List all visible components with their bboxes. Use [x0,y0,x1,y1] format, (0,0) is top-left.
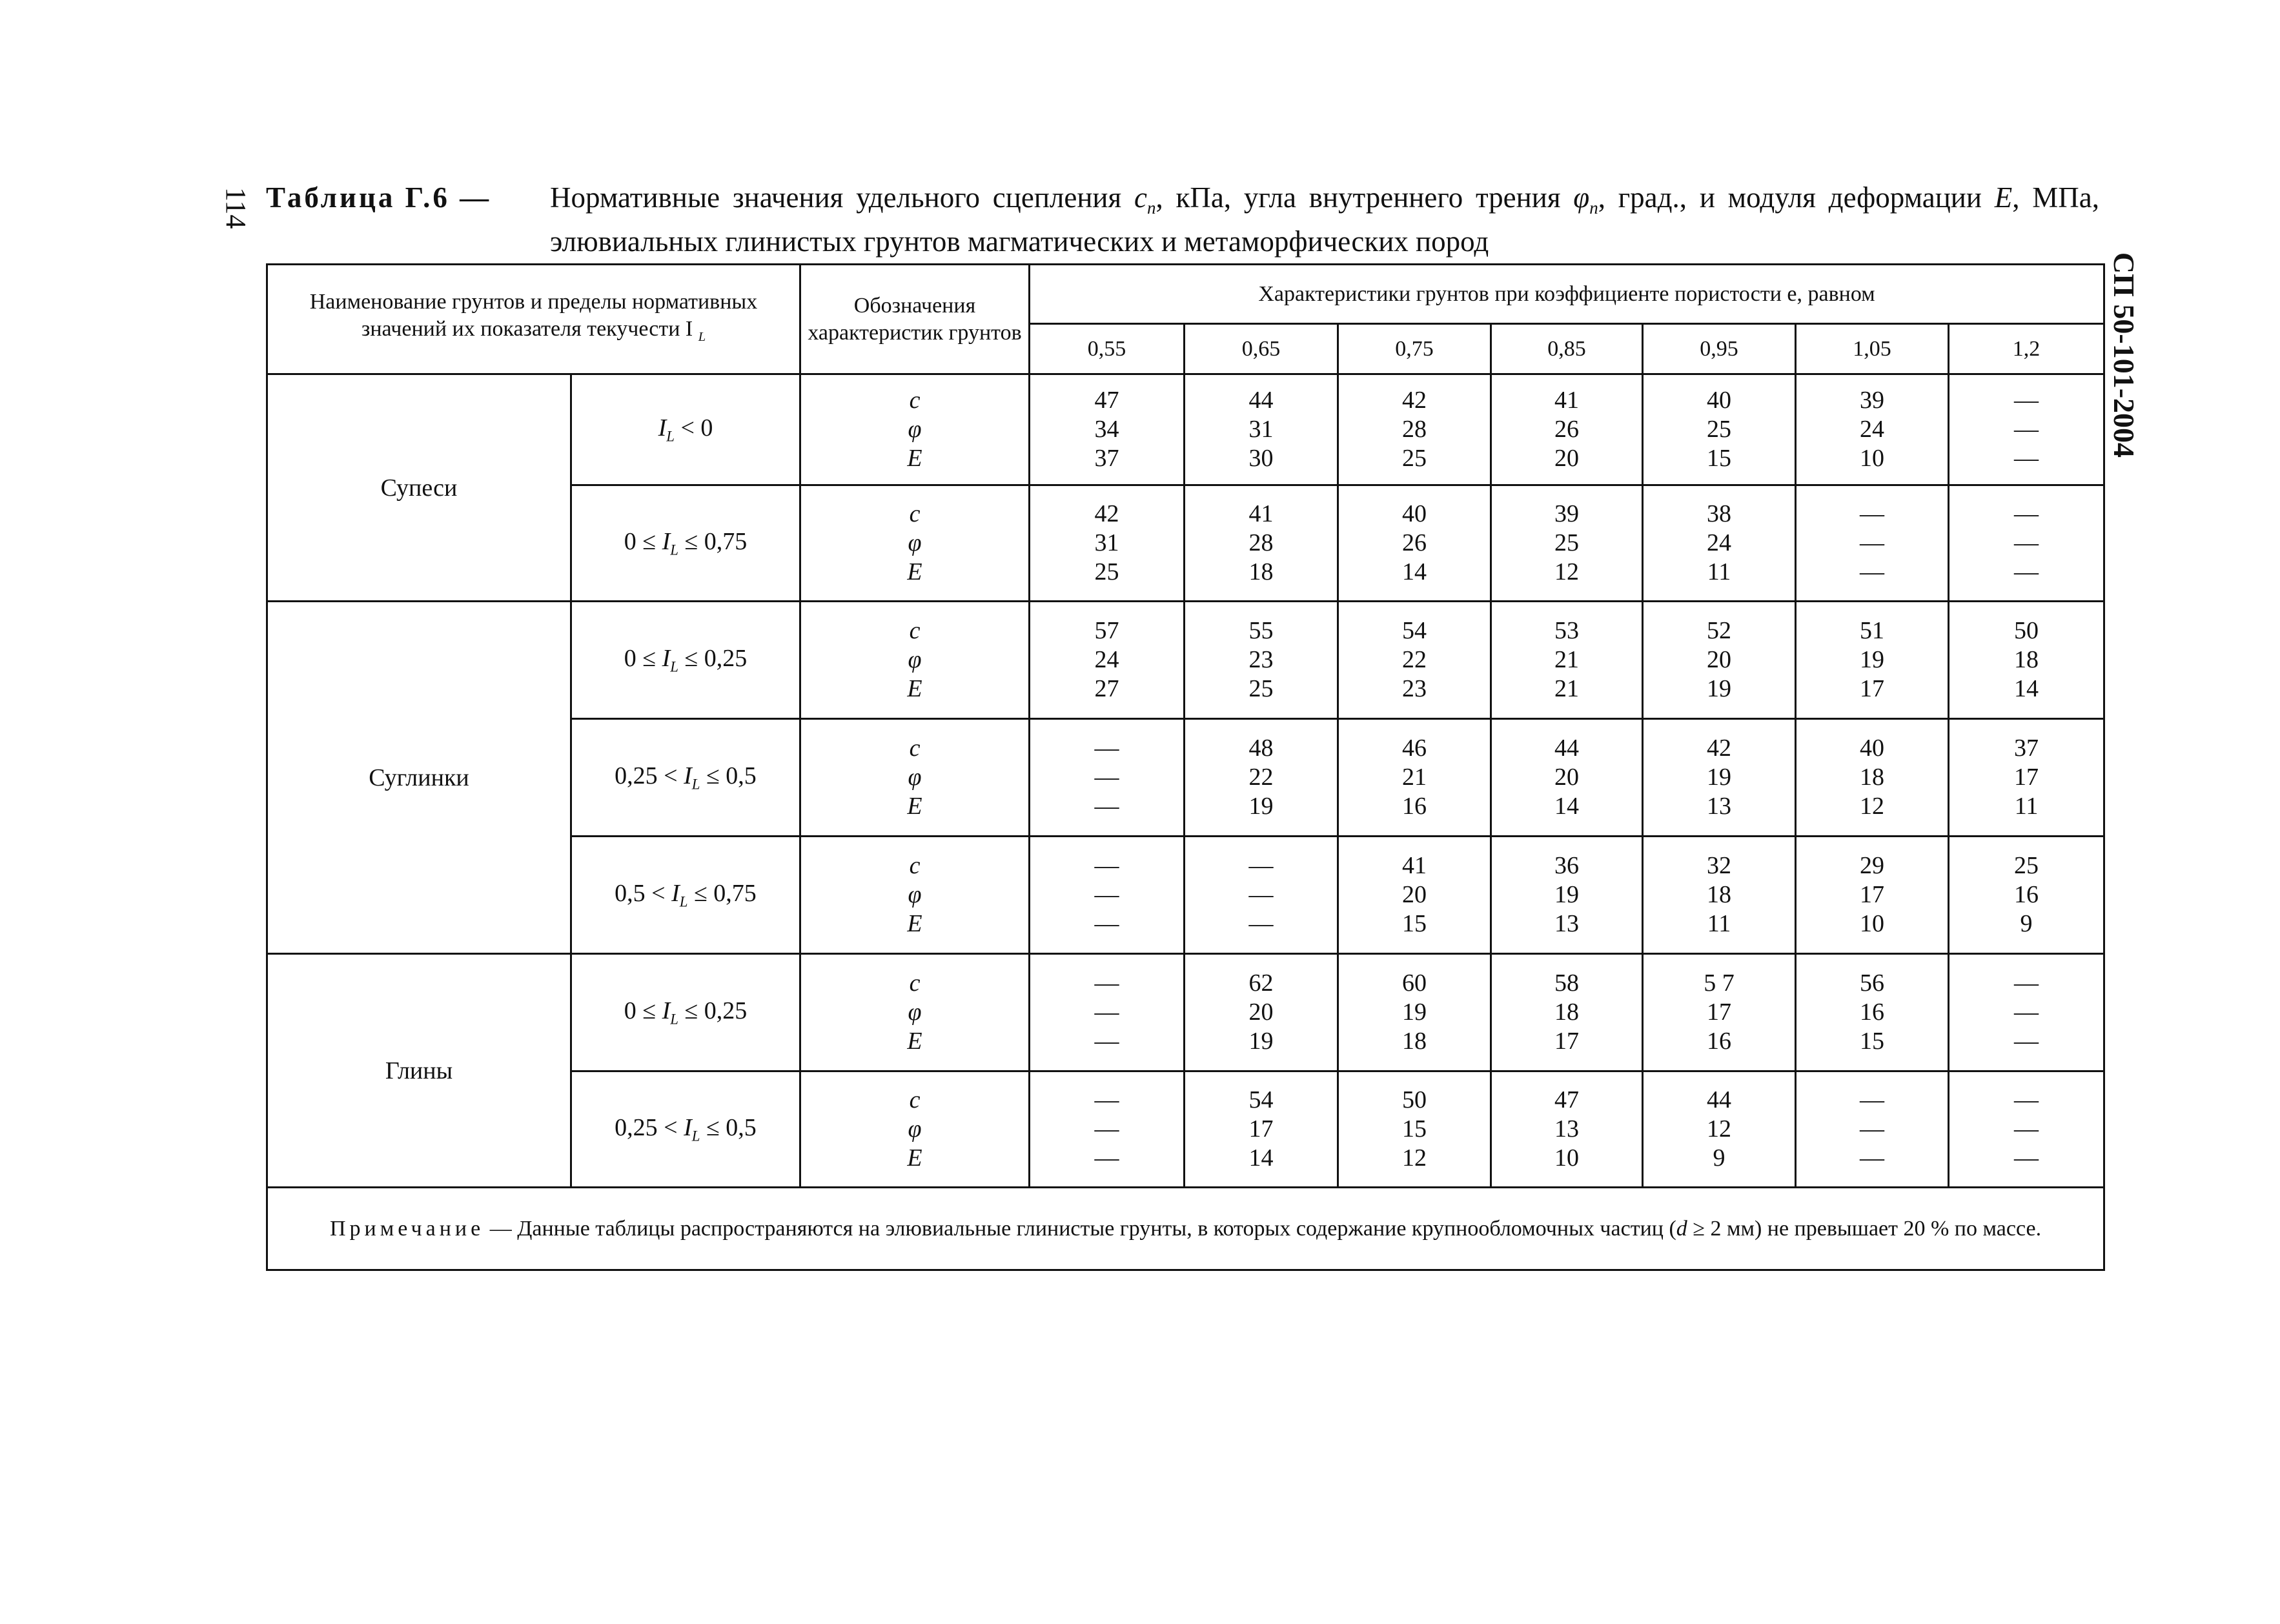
characteristic-symbols: c φ E [800,837,1030,954]
header-porosity-value: 0,65 [1185,324,1338,374]
characteristic-symbols: c φ E [800,374,1030,485]
value-cell: 54 22 23 [1338,602,1491,719]
header-porosity-value: 1,2 [1949,324,2104,374]
characteristic-symbols: c φ E [800,954,1030,1071]
value-cell: — — — [1796,1071,1949,1188]
value-cell: 25 16 9 [1949,837,2104,954]
header-porosity-value: 0,85 [1491,324,1643,374]
value-cell: 40 18 12 [1796,719,1949,837]
liquidity-condition: $0 \le I_L \le 0,75$ [571,485,800,602]
value-cell: 36 19 13 [1491,837,1643,954]
soil-type-name: Глины [267,954,571,1188]
value-cell: 42 28 25 [1338,374,1491,485]
value-cell: 44 20 14 [1491,719,1643,837]
value-cell: — — — [1185,837,1338,954]
value-cell: 46 21 16 [1338,719,1491,837]
value-cell: 56 16 15 [1796,954,1949,1071]
header-porosity-value: 0,55 [1030,324,1185,374]
table-row [267,954,2104,1071]
value-cell: — — — [1949,1071,2104,1188]
liquidity-condition: $0,25 < I_L \le 0,5$ [571,719,800,837]
value-cell: 51 19 17 [1796,602,1949,719]
value-cell: 42 19 13 [1643,719,1796,837]
table-header [267,265,2104,374]
header-porosity-group: Характеристики грунтов при коэффициенте пористости e, равном [1030,265,2104,324]
value-cell: 47 34 37 [1030,374,1185,485]
value-cell: 40 25 15 [1643,374,1796,485]
liquidity-condition: $0,5 < I_L \le 0,75$ [571,837,800,954]
value-cell: — — — [1030,1071,1185,1188]
table-body [267,374,2104,1188]
characteristic-symbols: c φ E [800,602,1030,719]
value-cell: 58 18 17 [1491,954,1643,1071]
value-cell: 44 31 30 [1185,374,1338,485]
value-cell: 50 15 12 [1338,1071,1491,1188]
table-row [267,602,2104,719]
value-cell: 41 26 20 [1491,374,1643,485]
value-cell: 62 20 19 [1185,954,1338,1071]
value-cell: 44 12 9 [1643,1071,1796,1188]
liquidity-condition: $0 \le I_L \le 0,25$ [571,602,800,719]
note-text: — Данные таблицы распространяются на элювиальные глинистые грунты, в которых содержание крупнообломочных частиц (d ≥ 2 мм) не превышает 20 % по массе. [484,1216,2042,1241]
table-caption-text: Нормативные значения удельного сцепления $c_n$, кПа, угла внутреннего трения $\varphi_n$, град., и модуля деформации E, МПа, элювиальных глинистых грунтов магматических и метаморфических пород [550,181,2100,258]
header-porosity-value: 0,75 [1338,324,1491,374]
table-caption-label: Таблица Г.6 — [266,181,492,214]
soil-properties-table [266,263,2105,1271]
value-cell: 39 24 10 [1796,374,1949,485]
value-cell: 37 17 11 [1949,719,2104,837]
value-cell: 53 21 21 [1491,602,1643,719]
value-cell: 38 24 11 [1643,485,1796,602]
value-cell: 5 7 17 16 [1643,954,1796,1071]
soil-type-name: Суглинки [267,602,571,954]
page-number: 114 [220,187,252,229]
characteristic-symbols: c φ E [800,485,1030,602]
value-cell: 47 13 10 [1491,1071,1643,1188]
table-note [267,1188,2104,1270]
note-label: Примечание [330,1216,485,1241]
value-cell: — — — [1030,954,1185,1071]
value-cell: 48 22 19 [1185,719,1338,837]
characteristic-symbols: c φ E [800,1071,1030,1188]
value-cell: — — — [1949,485,2104,602]
value-cell: 60 19 18 [1338,954,1491,1071]
value-cell: — — — [1030,719,1185,837]
value-cell: 41 20 15 [1338,837,1491,954]
value-cell: — — — [1949,954,2104,1071]
value-cell: 39 25 12 [1491,485,1643,602]
value-cell: 40 26 14 [1338,485,1491,602]
liquidity-condition: $0 \le I_L \le 0,25$ [571,954,800,1071]
header-porosity-value: 0,95 [1643,324,1796,374]
document-code: СП 50-101-2004 [2108,252,2141,458]
table-row [267,374,2104,485]
value-cell: — — — [1949,374,2104,485]
value-cell: — — — [1030,837,1185,954]
header-porosity-value: 1,05 [1796,324,1949,374]
table-caption [266,181,2106,258]
value-cell: 42 31 25 [1030,485,1185,602]
value-cell: 52 20 19 [1643,602,1796,719]
header-soil-name: Наименование грунтов и пределы нормативных значений их показателя текучести I $_L$ [267,265,800,374]
value-cell: 57 24 27 [1030,602,1185,719]
value-cell: 54 17 14 [1185,1071,1338,1188]
characteristic-symbols: c φ E [800,719,1030,837]
value-cell: 55 23 25 [1185,602,1338,719]
liquidity-condition: $0,25 < I_L \le 0,5$ [571,1071,800,1188]
liquidity-condition: $I_L < 0$ [571,374,800,485]
header-characteristics: Обозначения характеристик грунтов [800,265,1030,374]
value-cell: 50 18 14 [1949,602,2104,719]
soil-type-name: Супеси [267,374,571,602]
value-cell: 29 17 10 [1796,837,1949,954]
value-cell: — — — [1796,485,1949,602]
value-cell: 41 28 18 [1185,485,1338,602]
value-cell: 32 18 11 [1643,837,1796,954]
